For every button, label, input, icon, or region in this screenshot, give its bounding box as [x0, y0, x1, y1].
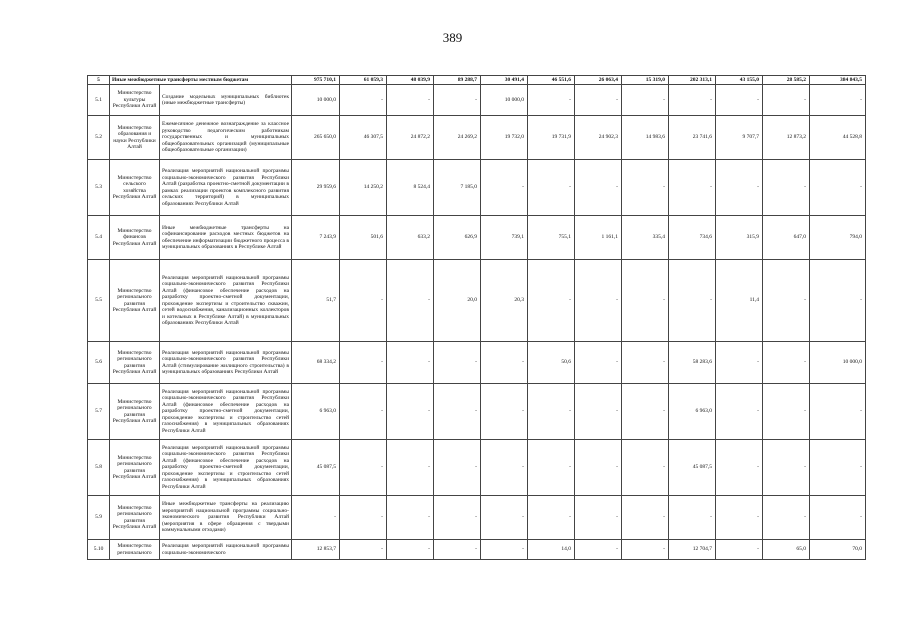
row-value: -: [528, 384, 575, 440]
row-value: -: [434, 440, 481, 496]
row-value: -: [716, 496, 763, 540]
row-value: -: [716, 85, 763, 116]
table-row: [88, 116, 866, 160]
row-value: -: [528, 496, 575, 540]
row-value: -: [434, 496, 481, 540]
ministry-name: Министерство регионального развития Республики Алтай: [110, 342, 160, 384]
row-value: -: [387, 85, 434, 116]
ministry-name: Министерство регионального развития Республики Алтай: [110, 384, 160, 440]
row-value: 8 524,4: [387, 160, 434, 216]
row-value: -: [481, 540, 528, 560]
row-value: 24 872,2: [387, 116, 434, 160]
row-value: -: [763, 440, 810, 496]
row-value: 734,6: [669, 216, 716, 260]
table-row: [88, 540, 866, 560]
row-value: -: [481, 160, 528, 216]
row-number: 5.3: [88, 160, 110, 216]
row-total: 68 334,2: [292, 342, 340, 384]
row-value: 12 873,2: [763, 116, 810, 160]
row-value: -: [810, 496, 866, 540]
row-number: 5.4: [88, 216, 110, 260]
row-value: -: [622, 384, 669, 440]
ministry-name: Министерство финансов Республики Алтай: [110, 216, 160, 260]
row-value: -: [340, 85, 387, 116]
row-total: 45 087,5: [292, 440, 340, 496]
row-value: 44 528,8: [810, 116, 866, 160]
row-value: -: [716, 160, 763, 216]
row-value: -: [528, 85, 575, 116]
row-value: -: [763, 85, 810, 116]
row-value: -: [340, 342, 387, 384]
row-value: -: [763, 160, 810, 216]
row-total: 6 963,0: [292, 384, 340, 440]
row-value: -: [575, 440, 622, 496]
row-description: Реализация мероприятий национальной программы социально-экономического развития Республики Алтай (стимулирование жилищного строительства) в муниципальных образованиях Республики Алтай: [160, 342, 292, 384]
row-total: -: [292, 496, 340, 540]
row-value: -: [622, 260, 669, 342]
row-value: -: [575, 260, 622, 342]
row-value: 20,0: [434, 260, 481, 342]
row-value: 19 731,9: [528, 116, 575, 160]
row-value: -: [575, 85, 622, 116]
row-value: 335,4: [622, 216, 669, 260]
row-value: 6 963,0: [669, 384, 716, 440]
section-value: 43 155,0: [716, 76, 763, 85]
page-number: 389: [442, 30, 463, 45]
row-value: -: [622, 342, 669, 384]
row-value: -: [810, 260, 866, 342]
row-value: 10 000,0: [481, 85, 528, 116]
row-value: 7 185,0: [434, 160, 481, 216]
row-value: 501,6: [340, 216, 387, 260]
row-total: 51,7: [292, 260, 340, 342]
row-total: 29 959,6: [292, 160, 340, 216]
row-total: 10 000,0: [292, 85, 340, 116]
table-row: [88, 496, 866, 540]
row-value: -: [575, 342, 622, 384]
row-value: -: [481, 342, 528, 384]
row-value: 46 307,5: [340, 116, 387, 160]
table-row: [88, 342, 866, 384]
row-value: 65,0: [763, 540, 810, 560]
row-value: 633,2: [387, 216, 434, 260]
row-value: -: [763, 342, 810, 384]
row-description: Ежемесячное денежное вознаграждение за классное руководство педагогическим работникам государственных и муниципальных общеобразовательных организаций (муниципальные общеобразовательные организации): [160, 116, 292, 160]
row-value: -: [763, 384, 810, 440]
section-value: 384 843,5: [810, 76, 866, 85]
section-value: 28 585,2: [763, 76, 810, 85]
row-value: -: [340, 384, 387, 440]
row-value: 14,0: [528, 540, 575, 560]
row-value: 1 161,1: [575, 216, 622, 260]
section-value: 89 288,7: [434, 76, 481, 85]
row-description: Реализация мероприятий национальной программы социально-экономического развития Республики Алтай (финансовое обеспечение расходов на разработку проектно-сметной документации, прохождение экспертизы и строительство скважин, сетей водоснабжения, канализационных коллекторов и котельных в Республике Алтай) в муниципальных образованиях Республики Алтай: [160, 260, 292, 342]
row-value: 12 704,7: [669, 540, 716, 560]
row-value: -: [481, 384, 528, 440]
row-value: -: [669, 496, 716, 540]
row-value: 24 902,3: [575, 116, 622, 160]
row-value: 11,4: [716, 260, 763, 342]
row-value: -: [622, 440, 669, 496]
ministry-name: Министерство образования и науки Республики Алтай: [110, 116, 160, 160]
ministry-name: Министерство культуры Республики Алтай: [110, 85, 160, 116]
table-row: [88, 260, 866, 342]
section-value: 48 039,9: [387, 76, 434, 85]
row-value: 70,0: [810, 540, 866, 560]
row-number: 5.5: [88, 260, 110, 342]
row-number: 5.8: [88, 440, 110, 496]
ministry-name: Министерство регионального развития Республики Алтай: [110, 440, 160, 496]
ministry-name: Министерство регионального развития Республики Алтай: [110, 260, 160, 342]
section-number: 5: [88, 76, 110, 85]
ministry-name: Министерство регионального: [110, 540, 160, 560]
row-value: -: [434, 540, 481, 560]
row-value: -: [528, 160, 575, 216]
row-value: -: [387, 342, 434, 384]
table-row: [88, 216, 866, 260]
row-value: -: [716, 384, 763, 440]
row-value: 647,0: [763, 216, 810, 260]
row-value: -: [622, 540, 669, 560]
row-value: 20,3: [481, 260, 528, 342]
row-value: -: [340, 440, 387, 496]
row-description: Реализация мероприятий национальной программы социально-экономического развития Республики Алтай (разработка проектно-сметной документации в рамках реализации проектов комплексного развития сельских территорий) в муниципальных образованиях Республики Алтай: [160, 160, 292, 216]
budget-table: [87, 75, 866, 560]
row-value: 9 707,7: [716, 116, 763, 160]
row-description: Реализация мероприятий национальной программы социально-экономического развития Республики Алтай (финансовое обеспечение расходов на разработку проектно-сметной документации, прохождение экспертизы и строительство сетей газоснабжения) в муниципальных образованиях Республики Алтай: [160, 440, 292, 496]
row-number: 5.10: [88, 540, 110, 560]
row-value: 45 087,5: [669, 440, 716, 496]
row-value: -: [810, 85, 866, 116]
row-value: -: [575, 540, 622, 560]
row-value: -: [575, 496, 622, 540]
section-value: 46 551,6: [528, 76, 575, 85]
row-number: 5.6: [88, 342, 110, 384]
section-title: Иные межбюджетные трансферты местным бюджетам: [110, 76, 292, 85]
row-value: -: [810, 384, 866, 440]
row-description: Реализация мероприятий национальной программы социально-экономического: [160, 540, 292, 560]
section-value: 202 313,1: [669, 76, 716, 85]
row-value: -: [575, 160, 622, 216]
row-value: 19 732,0: [481, 116, 528, 160]
row-value: -: [622, 85, 669, 116]
row-description: Создание модельных муниципальных библиотек (иные межбюджетные трансферты): [160, 85, 292, 116]
row-value: -: [763, 496, 810, 540]
row-number: 5.2: [88, 116, 110, 160]
section-value: 30 491,4: [481, 76, 528, 85]
row-total: 7 243,9: [292, 216, 340, 260]
row-value: -: [622, 496, 669, 540]
row-value: -: [810, 160, 866, 216]
row-value: -: [669, 85, 716, 116]
row-value: 14 250,2: [340, 160, 387, 216]
ministry-name: Министерство регионального развития Республики Алтай: [110, 496, 160, 540]
row-total: 12 853,7: [292, 540, 340, 560]
table-row: [88, 85, 866, 116]
row-value: 739,1: [481, 216, 528, 260]
row-value: -: [528, 440, 575, 496]
row-value: -: [763, 260, 810, 342]
row-number: 5.9: [88, 496, 110, 540]
section-value: 26 063,4: [575, 76, 622, 85]
row-value: -: [669, 160, 716, 216]
row-value: 794,0: [810, 216, 866, 260]
row-value: -: [340, 496, 387, 540]
row-value: 24 269,2: [434, 116, 481, 160]
row-value: -: [716, 440, 763, 496]
row-value: -: [481, 496, 528, 540]
row-total: 265 650,0: [292, 116, 340, 160]
row-value: 626,9: [434, 216, 481, 260]
section-value: 61 059,3: [340, 76, 387, 85]
table-row: [88, 440, 866, 496]
row-description: Иные межбюджетные трансферты на софинансирование расходов местных бюджетов на обеспечение информатизации бюджетного процесса в муниципальных образованиях в Республике Алтай: [160, 216, 292, 260]
row-value: -: [434, 384, 481, 440]
row-value: -: [434, 85, 481, 116]
row-value: -: [716, 540, 763, 560]
table-row: [88, 160, 866, 216]
row-number: 5.1: [88, 85, 110, 116]
row-value: -: [387, 260, 434, 342]
row-value: 14 983,6: [622, 116, 669, 160]
row-value: -: [669, 260, 716, 342]
row-value: -: [622, 160, 669, 216]
row-value: 23 741,6: [669, 116, 716, 160]
row-value: -: [387, 540, 434, 560]
table-row: [88, 384, 866, 440]
row-value: -: [528, 260, 575, 342]
section-total: 975 710,1: [292, 76, 340, 85]
ministry-name: Министерство сельского хозяйства Республики Алтай: [110, 160, 160, 216]
row-value: -: [434, 342, 481, 384]
row-value: -: [340, 540, 387, 560]
row-value: -: [387, 440, 434, 496]
row-value: -: [716, 342, 763, 384]
row-value: -: [387, 496, 434, 540]
row-value: -: [810, 440, 866, 496]
row-description: Иные межбюджетные трансферты на реализацию мероприятий национальной программы социально-экономического развития Республики Алтай (мероприятия в сфере обращения с твердыми коммунальными отходами): [160, 496, 292, 540]
row-value: -: [481, 440, 528, 496]
row-value: -: [575, 384, 622, 440]
row-number: 5.7: [88, 384, 110, 440]
row-value: 10 000,0: [810, 342, 866, 384]
section-value: 15 319,0: [622, 76, 669, 85]
row-value: -: [340, 260, 387, 342]
row-value: 58 283,6: [669, 342, 716, 384]
row-value: 315,9: [716, 216, 763, 260]
section-row: [88, 76, 866, 85]
row-value: -: [387, 384, 434, 440]
row-description: Реализация мероприятий национальной программы социально-экономического развития Республики Алтай (финансовое обеспечение расходов на разработку проектно-сметной документации, прохождение экспертизы и строительство сетей газоснабжения) в муниципальных образованиях Республики Алтай: [160, 384, 292, 440]
row-value: 755,1: [528, 216, 575, 260]
row-value: 50,6: [528, 342, 575, 384]
